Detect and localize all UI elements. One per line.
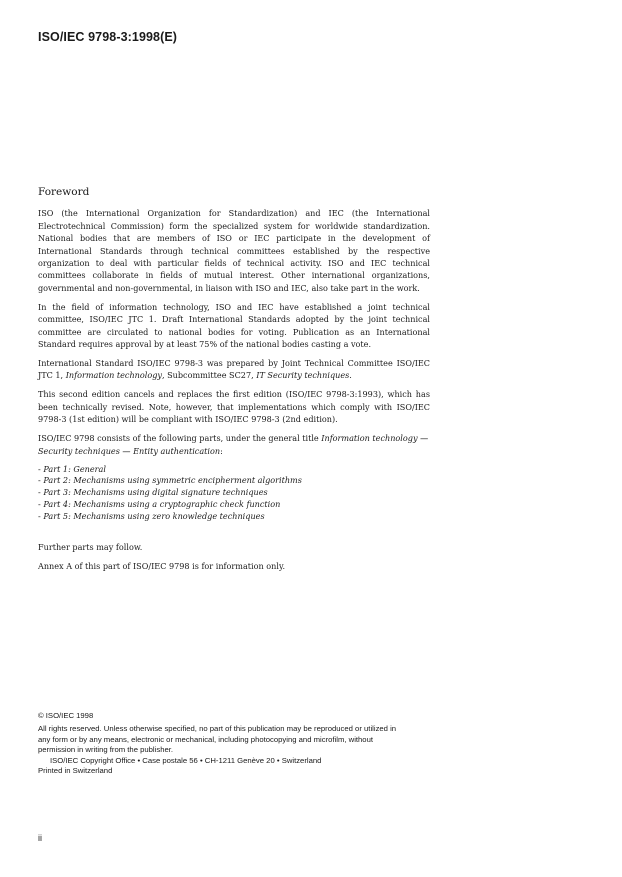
list-item bbox=[38, 464, 430, 476]
part-title: Part 1: General bbox=[43, 463, 106, 474]
p3-suffix: . bbox=[349, 370, 352, 381]
foreword-title: Foreword bbox=[38, 186, 90, 198]
p3-italic-title: Information technology bbox=[65, 370, 162, 381]
p5-prefix: ISO/IEC 9798 consists of the following parts, under the general title bbox=[38, 433, 322, 444]
foreword-paragraph-4: This second edition cancels and replaces the first edition (ISO/IEC 9798-3:1993), which has been technically revised. Note, however, that implementations which comply with ISO/IEC 9798-3 (1st edition) will be compliant with ISO/IEC 9798-3 (2nd edition). bbox=[38, 389, 430, 425]
list-item bbox=[38, 475, 430, 487]
p3-italic-subcommittee: IT Security techniques bbox=[256, 370, 350, 381]
parts-list bbox=[38, 464, 430, 523]
list-item bbox=[38, 499, 430, 511]
p3-middle: , Subcommittee SC27, bbox=[161, 370, 257, 381]
foreword-paragraph-6: Further parts may follow. bbox=[38, 542, 143, 553]
p5-suffix: : bbox=[220, 445, 223, 456]
rights-statement: All rights reserved. Unless otherwise specified, no part of this publication may be reproduced or utilized in any form or by any means, electronic or mechanical, including photocopying and microfilm, without permission in writing from the publisher. bbox=[38, 724, 397, 755]
foreword-paragraph-3 bbox=[38, 357, 430, 382]
list-dash: - bbox=[38, 463, 44, 474]
list-dash: - bbox=[38, 475, 44, 486]
copyright-notice: © ISO/IEC 1998 bbox=[38, 711, 94, 720]
foreword-paragraph-7: Annex A of this part of ISO/IEC 9798 is for information only. bbox=[38, 561, 286, 572]
p5-general-title: Information technology — Security techniques — Entity authentication bbox=[38, 433, 429, 456]
part-title: Part 2: Mechanisms using symmetric encipherment algorithms bbox=[43, 475, 302, 486]
foreword-section bbox=[38, 186, 430, 579]
list-item bbox=[38, 487, 430, 499]
printed-in: Printed in Switzerland bbox=[38, 766, 113, 776]
foreword-paragraph-2: In the field of information technology, ISO and IEC have established a joint technical committee, ISO/IEC JTC 1. Draft International Standards adopted by the joint technical committee are circulated to national bodies for voting. Publication as an International Standard requires approval by at least 75% of the national bodies casting a vote. bbox=[38, 301, 430, 350]
page-number: ii bbox=[38, 833, 42, 843]
part-title: Part 4: Mechanisms using a cryptographic check function bbox=[43, 498, 281, 509]
copyright-office-address: ISO/IEC Copyright Office • Case postale 56 • CH-1211 Genève 20 • Switzerland bbox=[50, 755, 322, 765]
list-dash: - bbox=[38, 498, 44, 509]
foreword-paragraph-5 bbox=[38, 432, 430, 457]
p3-prefix: International Standard ISO/IEC 9798-3 was prepared by Joint Technical Committee ISO/IEC JTC 1, bbox=[38, 358, 430, 381]
document-identifier: ISO/IEC 9798-3:1998(E) bbox=[38, 30, 178, 44]
list-dash: - bbox=[38, 487, 44, 498]
list-dash: - bbox=[38, 510, 44, 521]
copyright-block bbox=[38, 711, 398, 776]
foreword-paragraph-1: ISO (the International Organization for Standardization) and IEC (the International Electrotechnical Commission) form the specialized system for worldwide standardization. National bodies that are members of ISO or IEC participate in the development of International Standards through technical committees established by the respective organization to deal with particular fields of technical activity. ISO and IEC technical committees collaborate in fields of mutual interest. Other international organizations, governmental and non-governmental, in liaison with ISO and IEC, also take part in the work. bbox=[38, 208, 430, 293]
list-item bbox=[38, 511, 430, 523]
part-title: Part 3: Mechanisms using digital signature techniques bbox=[43, 487, 268, 498]
part-title: Part 5: Mechanisms using zero knowledge techniques bbox=[43, 510, 265, 521]
